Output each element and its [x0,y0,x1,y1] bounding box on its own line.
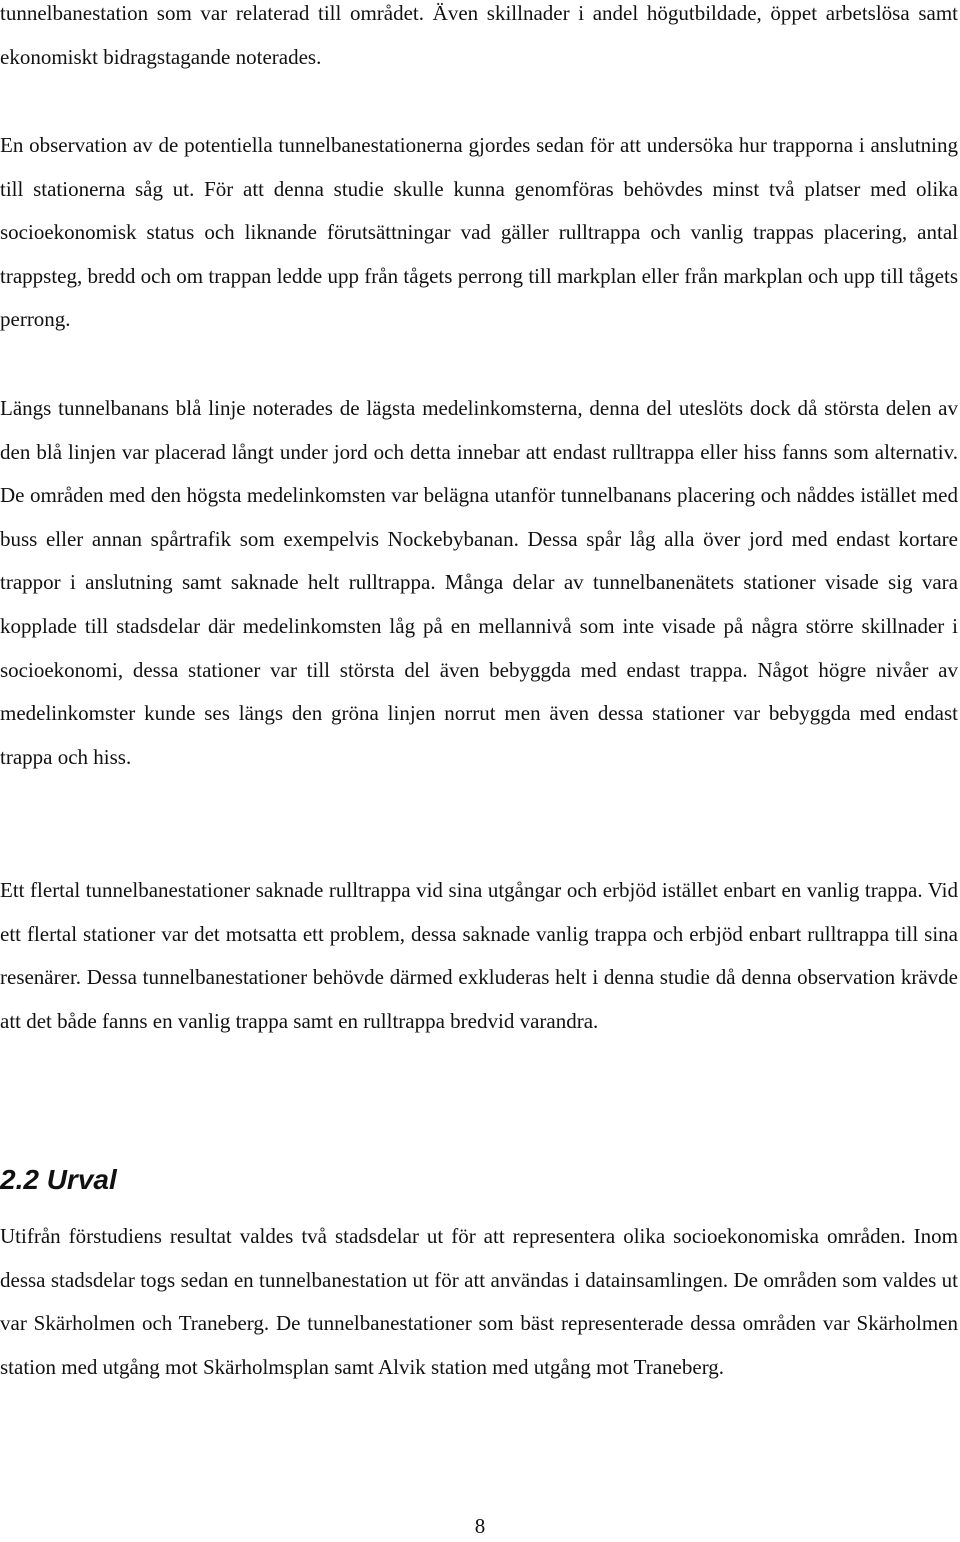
paragraph-selection: Utifrån förstudiens resultat valdes två stadsdelar ut för att representera olika socioekonomiska områden. Inom dessa stadsdelar togs sedan en tunnelbanestation ut för att användas i datainsamlingen. De områden som valdes ut var Skärholmen och Traneberg. De tunnelbanestationer som bäst representerade dessa områden var Skärholmen station med utgång mot Skärholmsplan samt Alvik station med utgång mot Traneberg. [0,1224,958,1379]
paragraph-excluded-stations: Ett flertal tunnelbanestationer saknade rulltrappa vid sina utgångar och erbjöd istället enbart en vanlig trappa. Vid ett flertal stationer var det motsatta ett problem, dessa saknade vanlig trappa och erbjöd enbart rulltrappa till sina resenärer. Dessa tunnelbanestationer behövde därmed exkluderas helt i denna studie då denna observation krävde att det både fanns en vanlig trappa samt en rulltrappa bredvid varandra. [0,878,958,1033]
paragraph-demographics-continued: tunnelbanestation som var relaterad till området. Även skillnader i andel högutbildade, öppet arbetslösa samt ekonomiskt bidragstagande noterades. [0,1,958,69]
section-heading: 2.2 Urval [0,1164,117,1195]
paragraph-blue-line: Längs tunnelbanans blå linje noterades de lägsta medelinkomsterna, denna del uteslöts dock då största delen av den blå linjen var placerad långt under jord och detta innebar att endast rulltrappa eller hiss fanns som alternativ. De områden med den högsta medelinkomsten var belägna utanför tunnelbanans placering och nåddes istället med buss eller annan spårtrafik som exempelvis Nockebybanan. Dessa spår låg alla över jord med endast kortare trappor i anslutning samt saknade helt rulltrappa. Många delar av tunnelbanenätets stationer visade sig vara kopplade till stadsdelar där medelinkomsten låg på en mellannivå som inte visade på några större skillnader i socioekonomi, dessa stationer var till största del även bebyggda med endast trappa. Något högre nivåer av medelinkomster kunde ses längs den gröna linjen norrut men även dessa stationer var bebyggda med endast trappa och hiss. [0,396,958,769]
page-number: 8 [474,1514,486,1538]
paragraph-station-observation: En observation av de potentiella tunnelbanestationerna gjordes sedan för att undersöka hur trapporna i anslutning till stationerna såg ut. För att denna studie skulle kunna genomföras behövdes minst två platser med olika socioekonomisk status och liknande förutsättningar vad gäller rulltrappa och vanlig trappas placering, antal trappsteg, bredd och om trappan ledde upp från tågets perrong till markplan eller från markplan och upp till tågets perrong. [0,133,958,332]
